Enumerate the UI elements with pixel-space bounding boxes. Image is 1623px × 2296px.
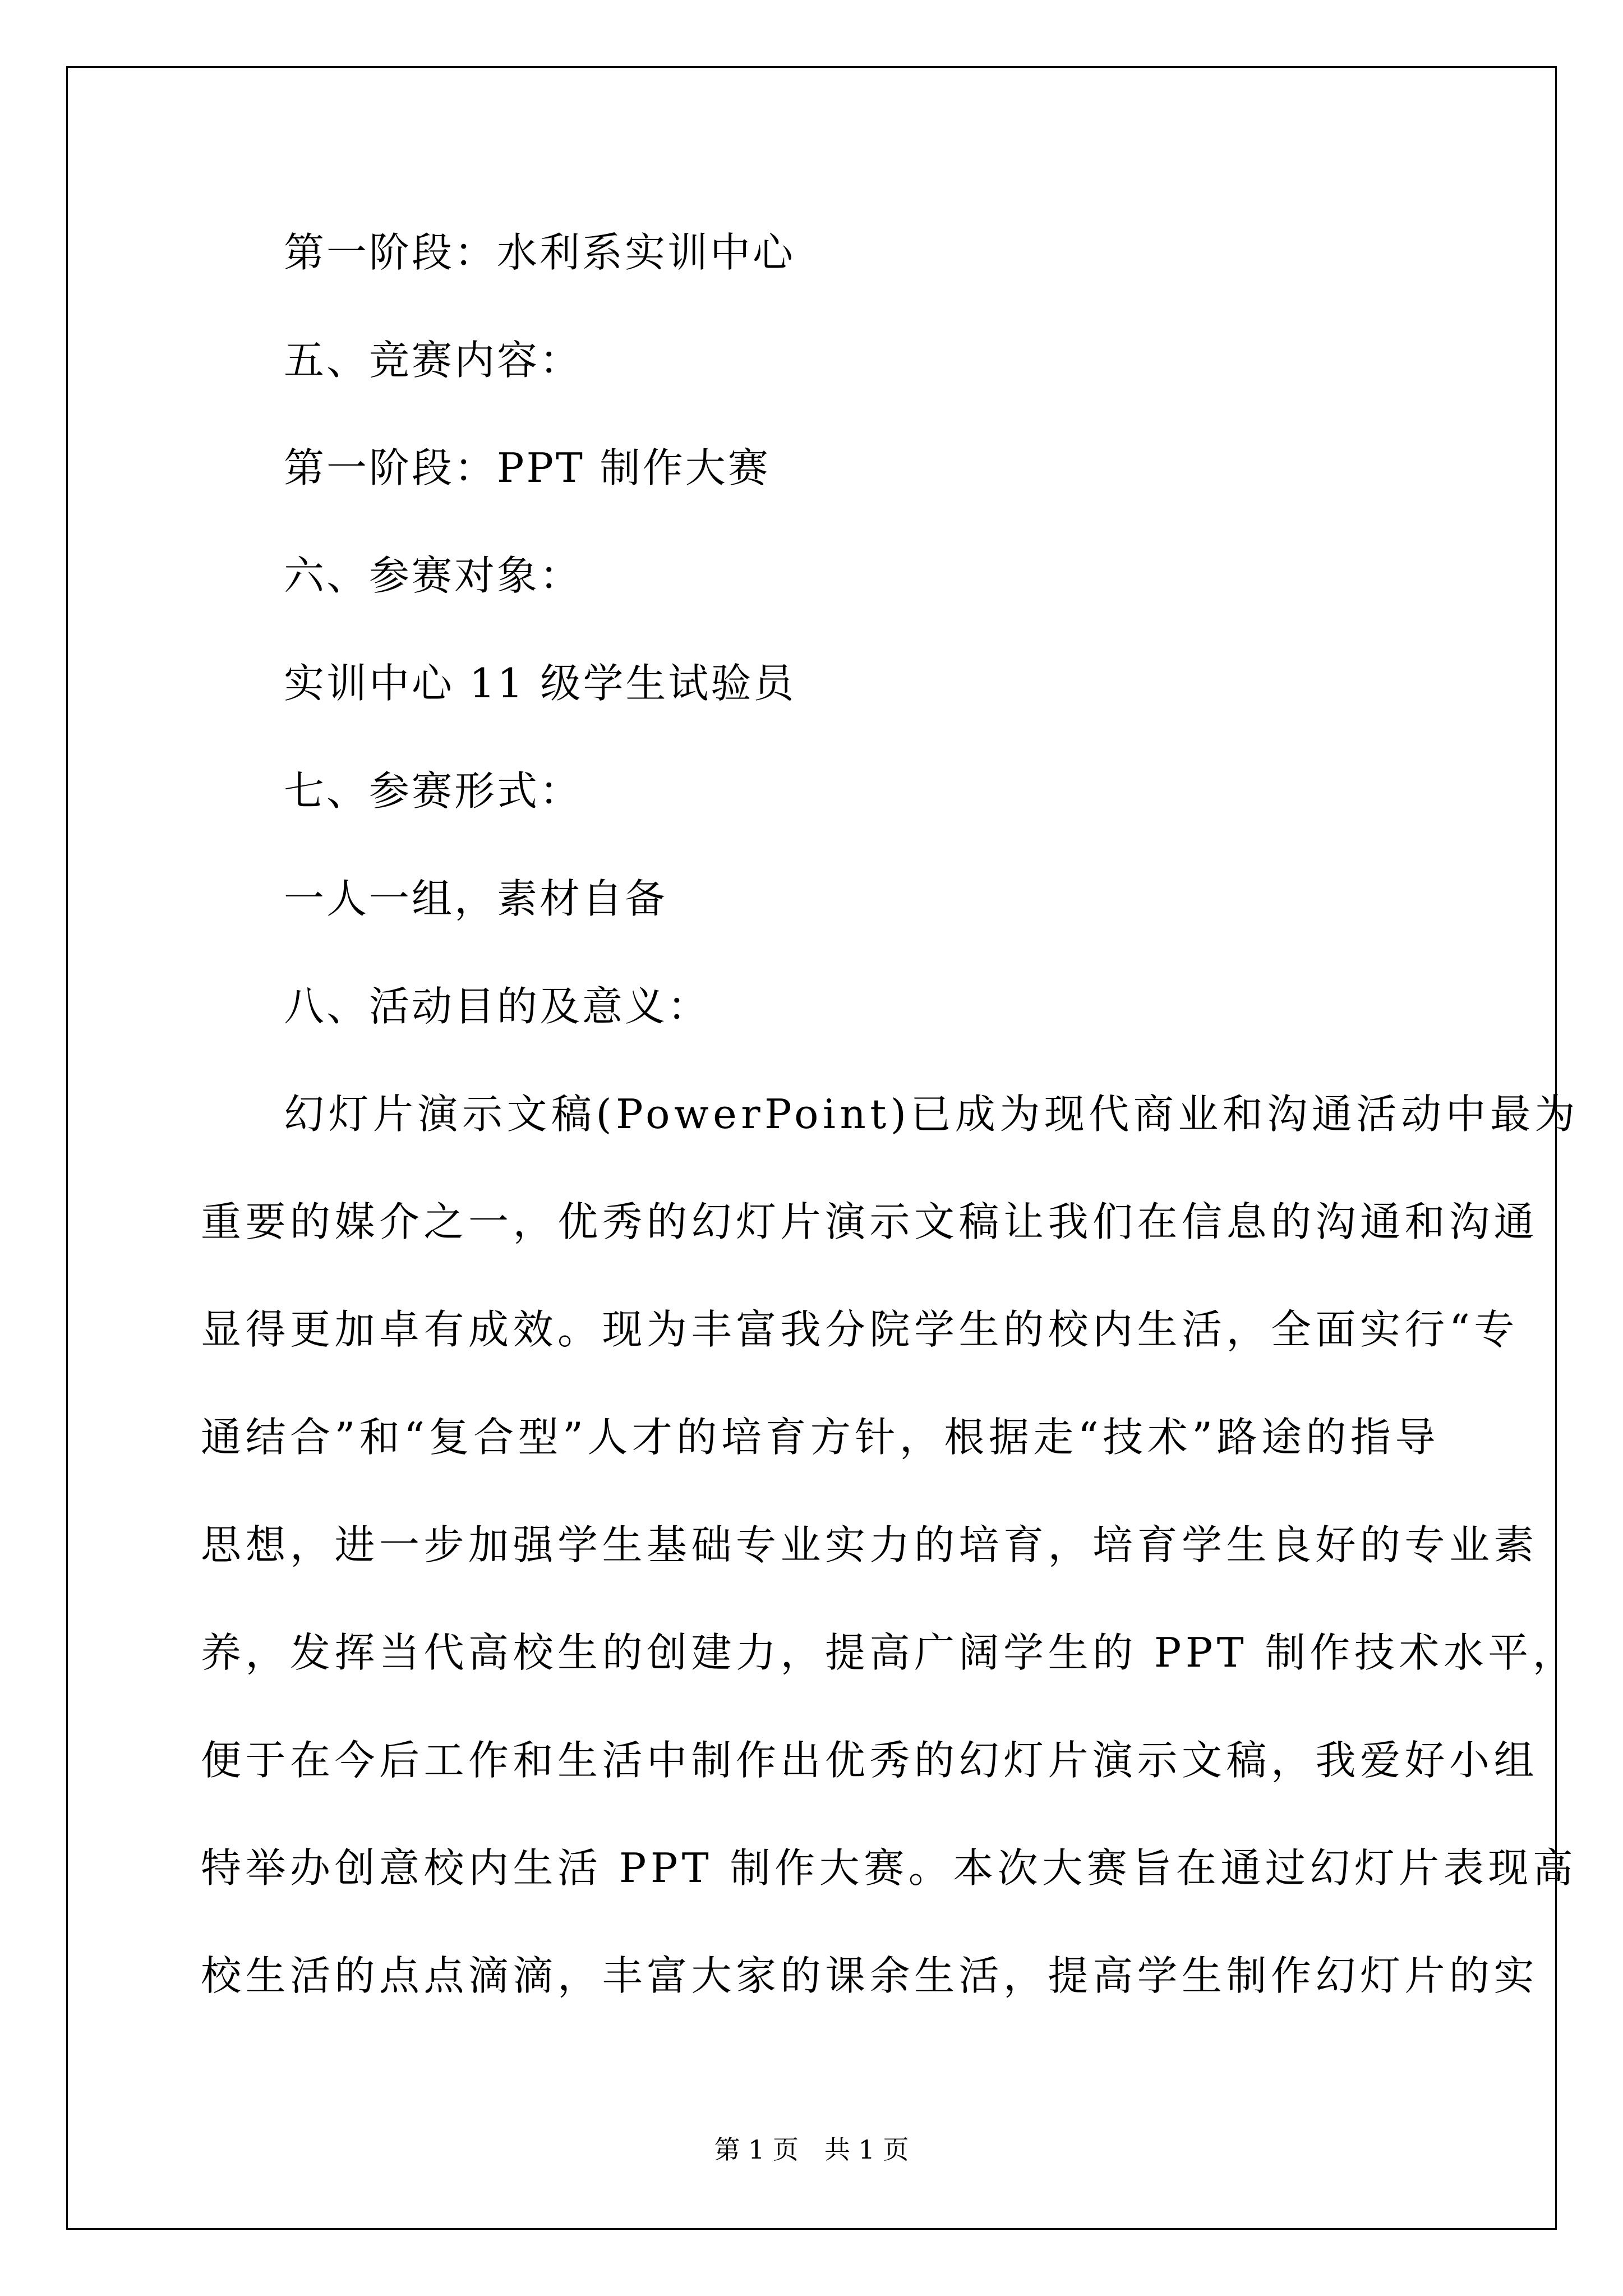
- page-number-total: 共 1 页: [824, 2134, 909, 2165]
- paragraph-line: 思想，进一步加强学生基础专业实力的培育，培育学生良好的专业素: [201, 1521, 1539, 1568]
- text-line: 实训中心 11 级学生试验员: [284, 660, 796, 707]
- text-line: 第一阶段：PPT 制作大赛: [284, 444, 771, 491]
- paragraph-line: 特举办创意校内生活 PPT 制作大赛。本次大赛旨在通过幻灯片表现高: [201, 1844, 1578, 1892]
- paragraph-line: 通结合”和“复合型”人才的培育方针，根据走“技术”路途的指导: [201, 1414, 1440, 1461]
- paragraph-line: 显得更加卓有成效。现为丰富我分院学生的校内生活，全面实行“专: [201, 1306, 1519, 1353]
- section-heading: 五、竞赛内容：: [284, 337, 583, 384]
- section-heading: 七、参赛形式：: [284, 767, 583, 815]
- page-footer: [0, 2133, 1623, 2166]
- text-line: 第一阶段：水利系实训中心: [284, 229, 796, 276]
- paragraph-line: 幻灯片演示文稿(PowerPoint)已成为现代商业和沟通活动中最为: [284, 1091, 1579, 1138]
- text-line: 一人一组，素材自备: [284, 875, 668, 922]
- paragraph-line: 校生活的点点滴滴，丰富大家的课余生活，提高学生制作幻灯片的实: [201, 1952, 1539, 1999]
- page-border: [66, 66, 1557, 2230]
- section-heading: 六、参赛对象：: [284, 552, 583, 599]
- section-heading: 八、活动目的及意义：: [284, 983, 711, 1030]
- paragraph-line: 重要的媒介之一，优秀的幻灯片演示文稿让我们在信息的沟通和沟通: [201, 1198, 1539, 1245]
- paragraph-line: 便于在今后工作和生活中制作出优秀的幻灯片演示文稿，我爱好小组: [201, 1737, 1539, 1784]
- paragraph-line: 养，发挥当代高校生的创建力，提高广阔学生的 PPT 制作技术水平，: [201, 1629, 1578, 1676]
- page-number-current: 第 1 页: [714, 2134, 799, 2165]
